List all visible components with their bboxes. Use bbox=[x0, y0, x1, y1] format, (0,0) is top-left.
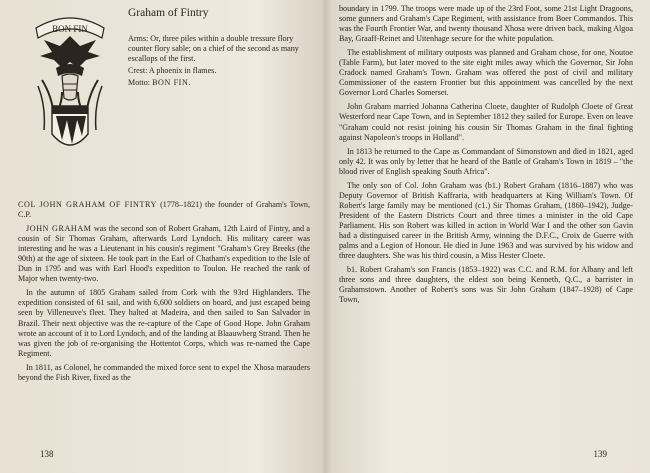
intro-paragraph bbox=[18, 200, 310, 220]
right-paragraph-2: The establishment of military outposts was planned and Graham chose, for one, Noutoe (Table Farm), but later moved to the site eight miles away which the Governor, Sir John Cradock named Graham's Town. Graham was offered the post of civil and military Commissioner of the eastern Frontier but this appointment was cancelled by the next Governor Lord Charles Somerset. bbox=[339, 48, 633, 98]
paragraph-1-name: JOHN GRAHAM bbox=[26, 224, 92, 234]
paragraph-1-rest: was the second son of Robert Graham, 12th Laird of Fintry, and a cousin of Sir Thomas Graham, afterwards Lord Lyndoch. His military career was interesting and he was a Lieutenant in his cousin's regiment "Graham's Grey Breeks (the 90th) at the age of sixteen. He took part in the Earl of Chatham's expedition to the Isle of Dun in 1795 and was with Earl Hood's expedition to Toulon. He reached the rank of Major when twenty-two. bbox=[18, 224, 310, 284]
right-paragraph-3: John Graham married Johanna Catherina Cloete, daughter of Rudolph Cloete of Great Westerford near Cape Town, and in September 1812 they sailed for Europe. Even on leave "Graham could not resist joining his cousin Sir Thomas Graham in the final fighting against Napoleon's troops in Holland". bbox=[339, 102, 633, 142]
crest-text: Crest: A phoenix in flames. bbox=[128, 66, 217, 76]
right-paragraph-1: boundary in 1799. The troops were made up of the 23rd Foot, some 21st Light Dragoons, some gunners and Graham's Cape Regiment, with assistance from Boer Commandos. This was the Fourth Frontier War, and twenty thousand Xhosa were driven back, making Algoa Bay, Graaff-Reinet and Uitenhage secure for the white population. bbox=[339, 4, 633, 44]
paragraph-1 bbox=[18, 224, 310, 284]
intro-name: COL JOHN GRAHAM OF FINTRY bbox=[18, 200, 158, 209]
left-body-text bbox=[18, 200, 310, 387]
right-paragraph-4: In 1813 he returned to the Cape as Commandant of Simonstown and died in 1821, aged only 42. It was only by letter that he heard of the Battle of Graham's Town in 1819 – "the blood river of English speaking South Africa". bbox=[339, 146, 633, 176]
left-page bbox=[18, 0, 310, 473]
arms-text: Arms: Or, three piles within a double tressure flory counter flory sable; on a chief of the second as many escallops of the first. bbox=[128, 34, 299, 64]
arms-description bbox=[128, 34, 308, 90]
right-page-number: 139 bbox=[593, 448, 607, 459]
intro-rest: (1778–1821) the founder of Graham's Town, C.P. bbox=[18, 200, 310, 220]
motto-text: BON FIN. bbox=[152, 78, 192, 88]
page-heading: Graham of Fintry bbox=[128, 7, 209, 19]
right-paragraph-5: The only son of Col. John Graham was (b1.) Robert Graham (1816–1887) who was Deputy Governor of British Kaffraria, with headquarters at King William's Town. Of Robert's large family may be mentioned (c1.) Sir Thomas Graham, (1860–1942), Judge-President of the Eastern Districts Court and three times a minister in the old Cape Parliament. His son Robert was killed in action in World War I and the other son Gavin had a distinguised career in the British Army, winning the D.F.C., Croix de Guerre with palms and a Legion of Honour. He died in June 1963 and was survived by his widow and three daughters. She was his third cousin, a Miss Hester Cloete. bbox=[339, 180, 633, 261]
right-page bbox=[339, 0, 633, 473]
crest-motto: BON FIN bbox=[52, 24, 88, 34]
heraldic-crest-icon bbox=[32, 6, 108, 166]
motto-label: Motto: bbox=[128, 78, 153, 88]
left-page-number: 138 bbox=[40, 448, 54, 459]
right-body-text bbox=[339, 4, 633, 309]
right-paragraph-6: b1. Robert Graham's son Francis (1853–1922) was C.C. and R.M. for Albany and left three sons and three daughters, the eldest son being Kenneth, Q.C., a barrister in Grahamstown. Another of Robert's sons was Sir John Graham (1847–1928) of Cape Town, bbox=[339, 265, 633, 305]
paragraph-3: In 1811, as Colonel, he commanded the mixed force sent to expel the Xhosa marauders beyond the Fish River, fixed as the bbox=[18, 362, 310, 382]
paragraph-2: In the autumn of 1805 Graham sailed from Cork with the 93rd Highlanders. The expedition consisted of 61 sail, and with 6,600 soldiers on board, and just escaped being seen by Villeneuve's fleet. They halted at Madeira, and then sailed to San Salvador in Brazil. Their next objective was the re-capture of the Cape of Good Hope. John Graham wrote an account of it to Lord Lyndoch, and of the landing at Blaauwberg Strand. Then he was given the job of re-organising the Hottentot Corps, which was re-named the Cape Regiment. bbox=[18, 288, 310, 358]
motto-line bbox=[128, 78, 308, 88]
